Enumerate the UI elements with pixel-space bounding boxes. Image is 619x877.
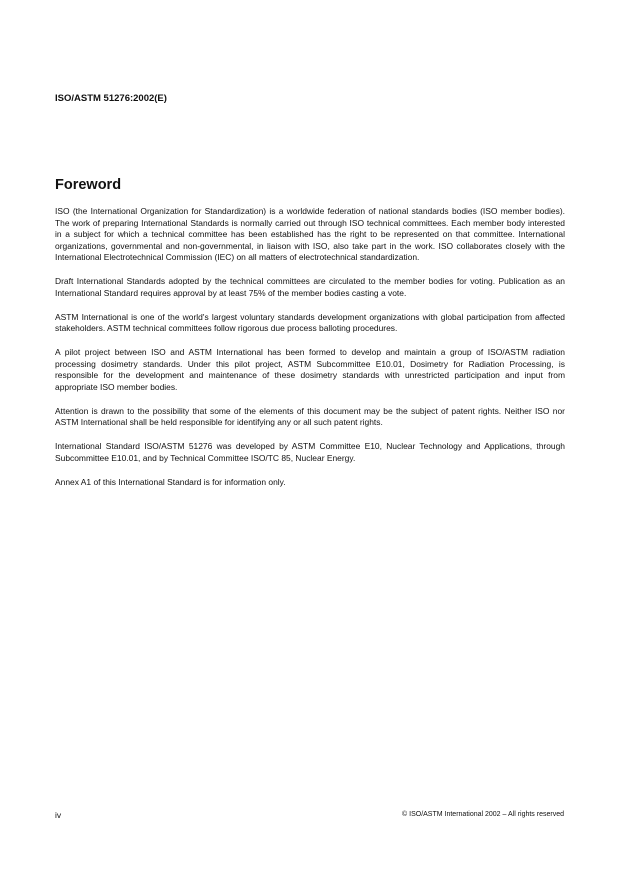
paragraph: Annex A1 of this International Standard is for information only. [55, 476, 286, 487]
paragraph: International Standard ISO/ASTM 51276 was developed by ASTM Committee E10, Nuclear Technology and Applications, through Subcommittee E10.01, and by Technical Committee ISO/TC 85, Nuclear Energy. [55, 441, 565, 463]
foreword-body [55, 206, 565, 501]
paragraph: ISO (the International Organization for Standardization) is a worldwide federation of national standards bodies (ISO member bodies). The work of preparing International Standards is normally carried out through ISO technical committees. Each member body interested in a subject for which a technical committee has been established has the right to be represented on that committee. International organizations, governmental and non-governmental, in liaison with ISO, also take part in the work. ISO collaborates closely with the International Electrotechnical Commission (IEC) on all matters of electrotechnical standardization. [55, 206, 565, 262]
page-number: iv [55, 810, 62, 820]
paragraph: Draft International Standards adopted by the technical committees are circulated to the member bodies for voting. Publication as an International Standard requires approval by at least 75% of the member bodies casting a vote. [55, 276, 565, 298]
document-id-header: ISO/ASTM 51276:2002(E) [55, 93, 167, 104]
section-title: Foreword [55, 177, 122, 193]
paragraph: ASTM International is one of the world's largest voluntary standards development organizations with global participation from affected stakeholders. ASTM technical committees follow rigorous due process balloting procedures. [55, 311, 565, 333]
paragraph: A pilot project between ISO and ASTM International has been formed to develop and maintain a group of ISO/ASTM radiation processing dosimetry standards. Under this pilot project, ASTM Subcommittee E10.01, Dosimetry for Radiation Processing, is responsible for the development and maintenance of these dosimetry standards with unrestricted participation and input from appropriate ISO member bodies. [55, 347, 565, 392]
copyright-notice: © ISO/ASTM International 2002 – All rights reserved [402, 811, 564, 818]
paragraph: Attention is drawn to the possibility that some of the elements of this document may be the subject of patent rights. Neither ISO nor ASTM International shall be held responsible for identifying any or all such patent rights. [55, 405, 565, 427]
